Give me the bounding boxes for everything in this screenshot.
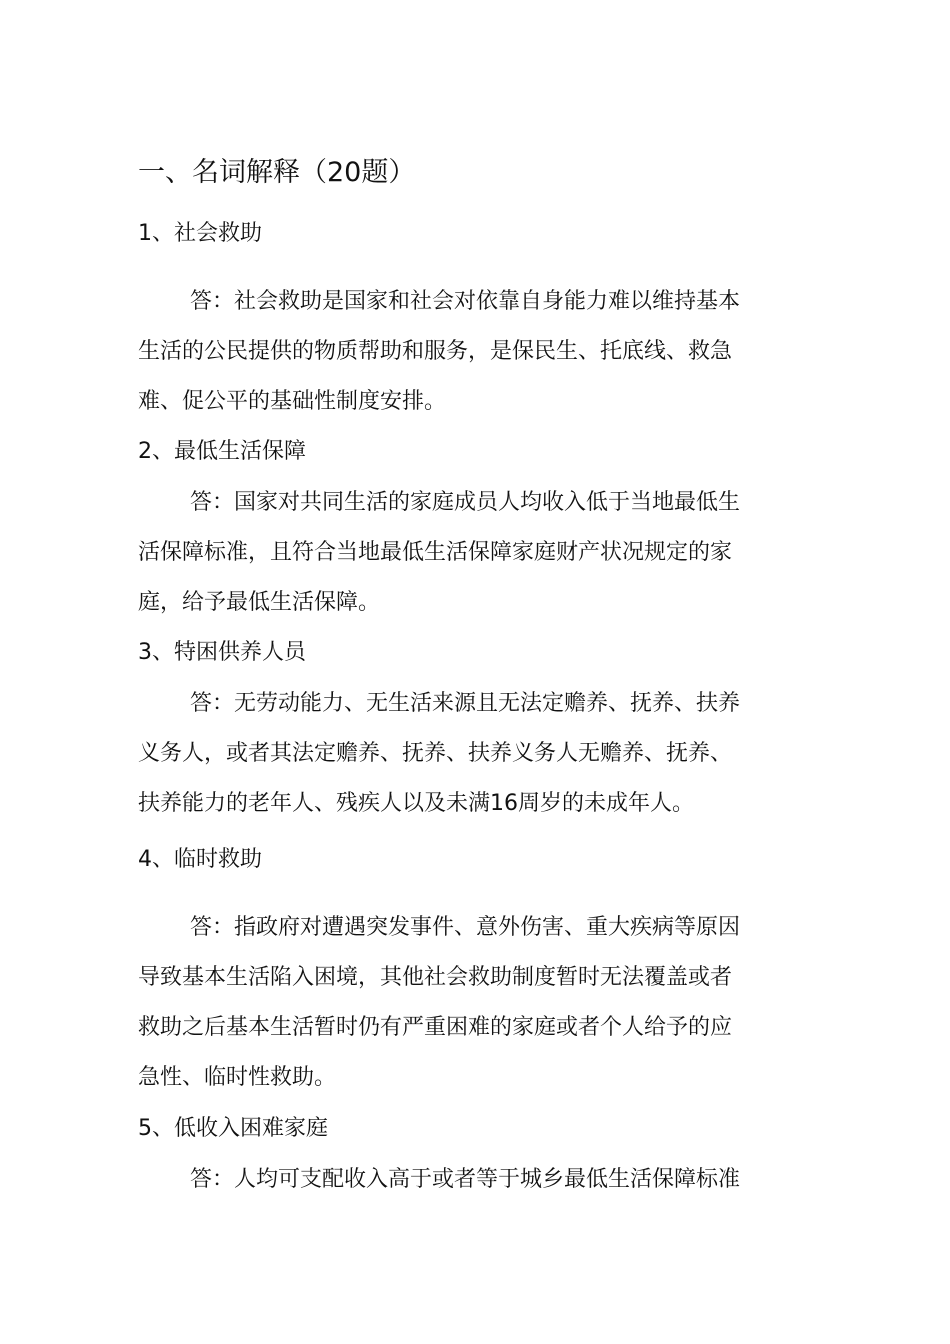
term-answer [138,1155,818,1205]
term-title: 1、社会救助 [138,221,262,246]
answer-line: 难、促公平的基础性制度安排。 [138,389,447,414]
answer-line: 庭，给予最低生活保障。 [138,590,381,615]
answer-line: 救助之后基本生活暂时仍有严重困难的家庭或者个人给予的应 [138,1015,733,1040]
answer-line: 急性、临时性救助。 [138,1065,337,1090]
term-answer [138,903,818,1103]
answer-line: 活保障标准，且符合当地最低生活保障家庭财产状况规定的家 [138,540,733,565]
term-answer [138,277,818,427]
answer-line: 答：社会救助是国家和社会对依靠自身能力难以维持基本 [190,289,741,314]
answer-line: 生活的公民提供的物质帮助和服务，是保民生、托底线、救急 [138,339,733,364]
answer-line: 义务人，或者其法定赡养、抚养、扶养义务人无赡养、抚养、 [138,741,733,766]
section-heading: 一、名词解释（20题） [138,157,416,188]
answer-line: 导致基本生活陷入困境，其他社会救助制度暂时无法覆盖或者 [138,965,733,990]
answer-line: 答：指政府对遭遇突发事件、意外伤害、重大疾病等原因 [190,915,741,940]
answer-line: 扶养能力的老年人、残疾人以及未满16周岁的未成年人。 [138,791,694,816]
answer-line: 答：国家对共同生活的家庭成员人均收入低于当地最低生 [190,490,741,515]
term-title: 2、最低生活保障 [138,439,306,464]
term-title: 3、特困供养人员 [138,640,306,665]
term-answer [138,478,818,628]
answer-line: 答：人均可支配收入高于或者等于城乡最低生活保障标准 [190,1167,741,1192]
term-answer [138,679,818,829]
term-title: 4、临时救助 [138,847,262,872]
term-title: 5、低收入困难家庭 [138,1116,328,1141]
answer-line: 答：无劳动能力、无生活来源且无法定赡养、抚养、扶养 [190,691,741,716]
